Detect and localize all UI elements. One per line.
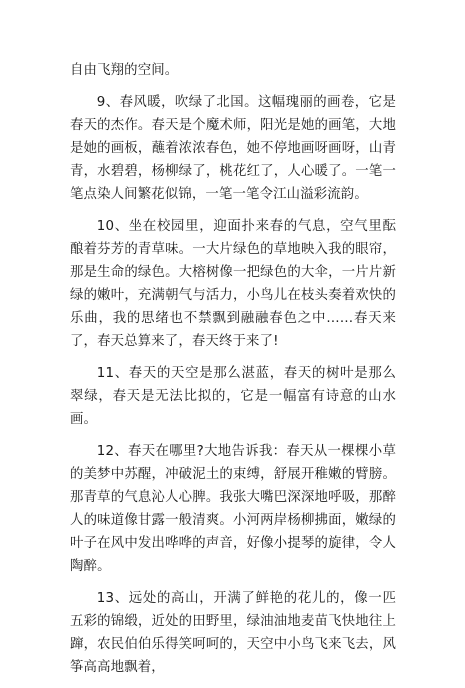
paragraph-12: 12、春天在哪里?大地告诉我：春天从一棵棵小草的美梦中苏醒，冲破泥土的束缚，舒展开稚嫩的臂膀。那青草的气息沁人心脾。我张大嘴巴深深地呼吸，那醉人的味道像甘露一般清爽。小河两岸杨柳拂面，嫩绿的叶子在风中发出哗哗的声音，好像小提琴的旋律，令人陶醉。: [70, 444, 396, 574]
paragraph-13: 13、远处的高山，开满了鲜艳的花儿的，像一匹五彩的锦缎，近处的田野里，绿油油地麦苗飞快地往上蹿，农民伯伯乐得笑呵呵的，天空中小鸟飞来飞去，风筝高高地飘着，: [70, 591, 396, 675]
paragraph-10: 10、坐在校园里，迎面扑来春的气息，空气里酝酿着芬芳的青草味。一大片绿色的草地映入我的眼帘，那是生命的绿色。大榕树像一把绿色的大伞，一片片新绿的嫩叶，充满朝气与活力，小鸟儿在枝头奏着欢快的乐曲，我的思绪也不禁飘到融融春色之中……春天来了，春天总算来了，春天终于来了!: [70, 219, 396, 349]
document-body: [70, 59, 396, 688]
paragraph-continuation: 自由飞翔的空间。: [70, 63, 179, 78]
paragraph-9: 9、春风暖，吹绿了北国。这幅瑰丽的画卷，它是春天的杰作。春天是个魔术师，阳光是她的画笔，大地是她的画板，蘸着浓浓春色，她不停地画呀画呀，山青青，水碧碧，杨柳绿了，桃花红了，人心暖了。一笔一笔点染人间繁花似锦，一笔一笔令江山溢彩流韵。: [70, 95, 396, 202]
paragraph-11: 11、春天的天空是那么湛蓝，春天的树叶是那么翠绿，春天是无法比拟的，它是一幅富有诗意的山水画。: [70, 366, 396, 427]
